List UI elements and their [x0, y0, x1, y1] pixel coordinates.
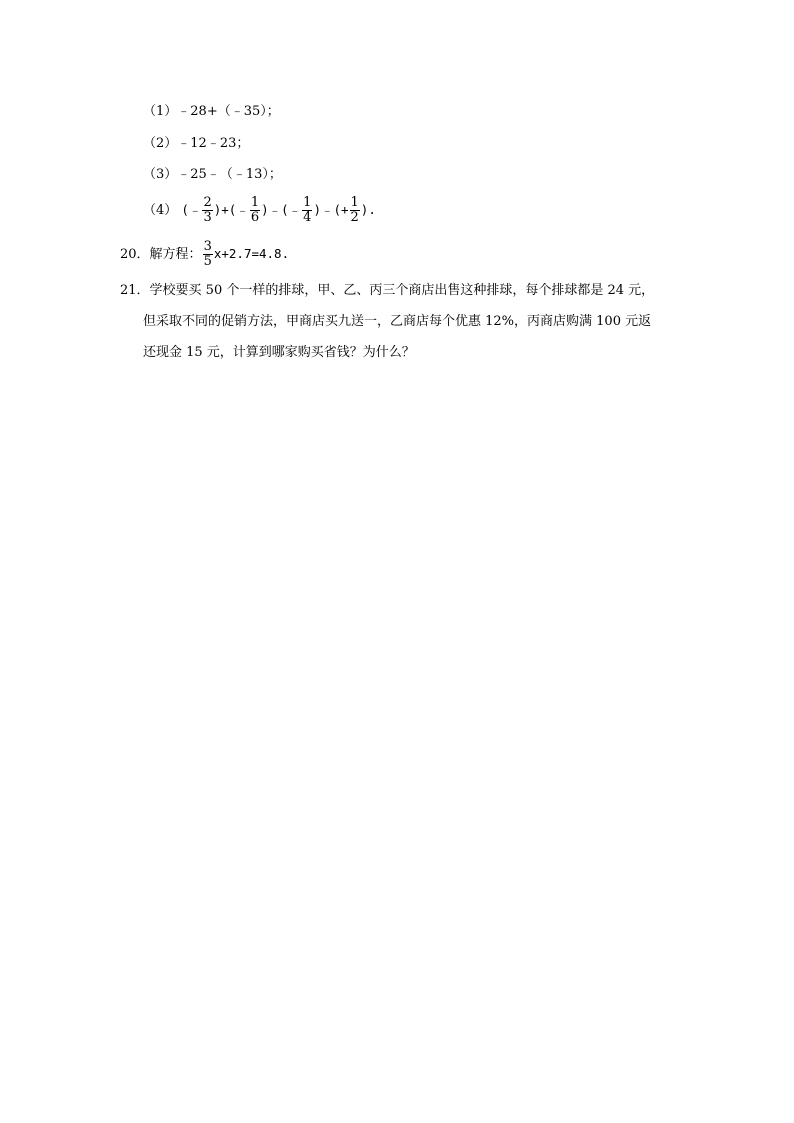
paren-open: (﹣ [181, 202, 202, 217]
item-label: （2） [143, 136, 178, 151]
question-text: 学校要买 50 个一样的排球，甲、乙、丙三个商店出售这种排球，每个排球都是 24 元， [149, 283, 655, 298]
equation-rest: x+2.7=4.8. [213, 246, 290, 261]
q19-item-1 [143, 104, 280, 120]
denominator: 5 [203, 254, 212, 269]
question-text: 但采取不同的促销方法，甲商店买九送一，乙商店每个优惠 12%，丙商店购满 100 元返 [143, 314, 652, 329]
q19-item-2 [143, 136, 249, 152]
item-expression: ﹣28+（﹣35）； [177, 104, 280, 119]
item-expression: ﹣25﹣（﹣13）； [177, 167, 282, 182]
item-expression: ﹣12﹣23； [177, 136, 250, 151]
numerator: 3 [203, 239, 212, 254]
question-number: 20． [120, 247, 150, 262]
numerator: 1 [350, 195, 359, 210]
item-label: （1） [143, 104, 178, 119]
paren-close: ). [360, 202, 376, 217]
numerator: 1 [303, 195, 312, 210]
item-label: （3） [143, 167, 178, 182]
fraction-1-2 [350, 196, 360, 225]
numerator: 1 [250, 195, 260, 210]
denominator: 3 [203, 210, 212, 225]
item-label: （4） [143, 203, 178, 218]
denominator: 4 [303, 210, 312, 225]
fraction-1-4 [302, 196, 312, 225]
numerator: 2 [203, 195, 212, 210]
question-number: 21． [120, 283, 150, 298]
question-21-line-2 [143, 314, 651, 330]
fraction-3-5 [203, 240, 213, 269]
operator: )﹣(﹣ [261, 202, 302, 217]
q19-item-3 [143, 167, 282, 183]
operator: )+(﹣ [213, 202, 249, 217]
q19-item-4 [143, 195, 376, 226]
question-prompt: 解方程： [149, 247, 202, 262]
fraction-1-6 [250, 196, 260, 225]
question-20 [120, 238, 289, 271]
fraction-2-3 [202, 196, 212, 225]
denominator: 2 [350, 210, 359, 225]
question-text: 还现金 15 元，计算到哪家购买省钱？为什么？ [143, 345, 415, 360]
operator: )﹣(+ [313, 202, 349, 217]
question-21-line-1 [120, 283, 654, 299]
denominator: 6 [250, 210, 260, 225]
question-21-line-3 [143, 345, 415, 361]
